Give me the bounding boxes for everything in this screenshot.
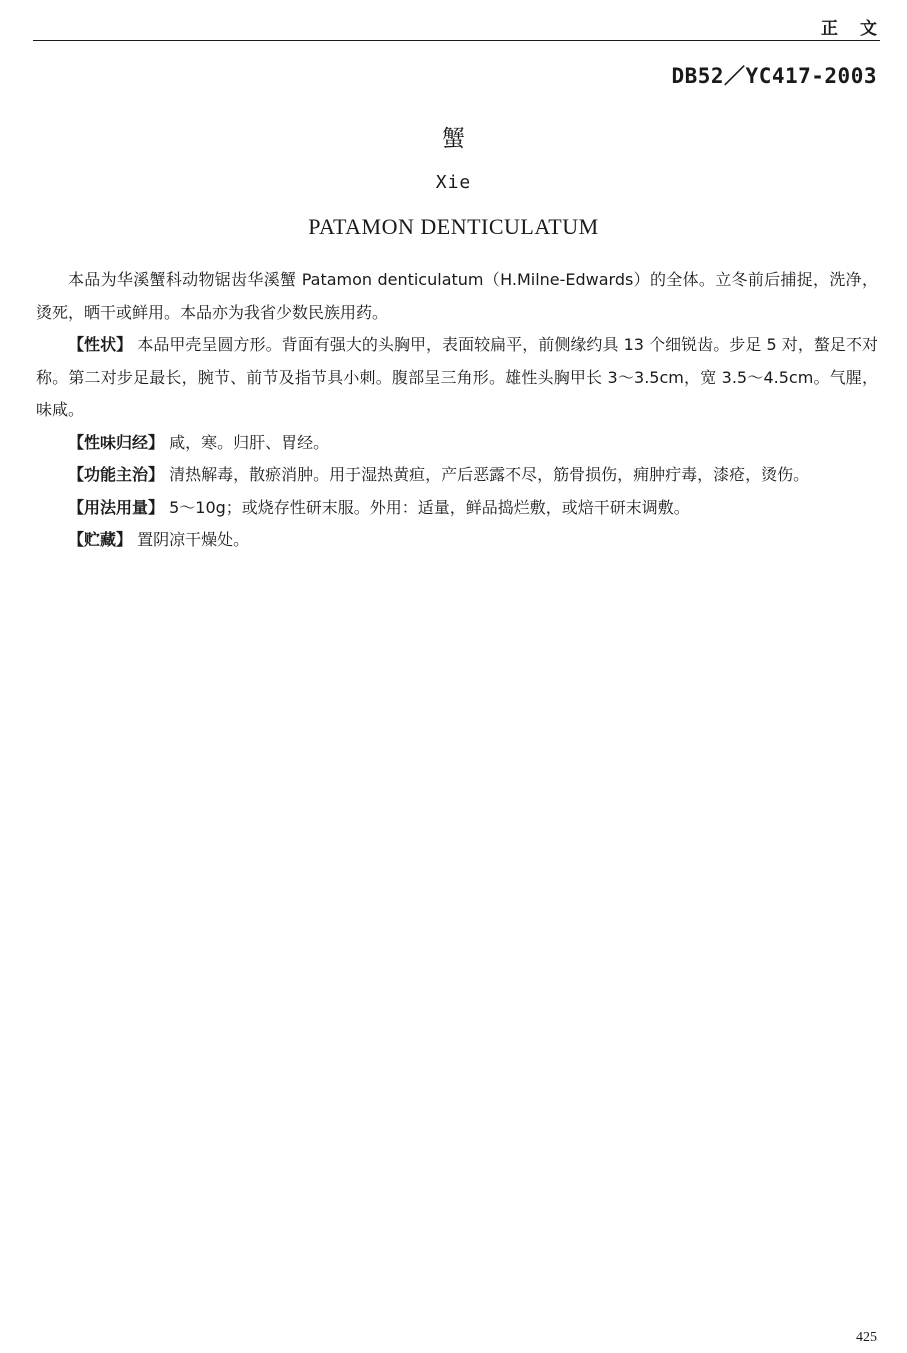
storage-paragraph <box>36 524 878 557</box>
standard-number: DB52／YC417-2003 <box>671 64 877 88</box>
properties-paragraph <box>36 329 878 427</box>
entry-title-pinyin: Xie <box>435 172 472 193</box>
storage-text: 置阴凉干燥处。 <box>137 530 250 549</box>
entry-title-latin: PATAMON DENTICULATUM <box>308 214 599 239</box>
header-rule <box>33 40 880 41</box>
nature-text: 咸，寒。归肝、胃经。 <box>169 432 330 452</box>
usage-label: 【用法用量】 <box>68 497 165 517</box>
source-paragraph: 本品为华溪蟹科动物锯齿华溪蟹 Patamon denticulatum（H.Milne-Edwards）的全体。立冬前后捕捉，洗净，烫死，晒干或鲜用。本品亦为我省少数民族用药。 <box>36 270 878 322</box>
functions-paragraph <box>36 459 878 492</box>
functions-label: 【功能主治】 <box>68 465 165 484</box>
storage-label: 【贮藏】 <box>68 530 133 549</box>
usage-paragraph <box>36 492 878 525</box>
functions-text: 清热解毒，散瘀消肿。用于湿热黄疸，产后恶露不尽，筋骨损伤，痈肿疔毒，漆疮，烫伤。 <box>169 465 810 484</box>
usage-text: 5～10g；或烧存性研末服。外用：适量，鲜品捣烂敷，或焙干研末调敷。 <box>169 497 690 517</box>
nature-paragraph <box>36 427 878 460</box>
page-number: 425 <box>856 1330 877 1345</box>
entry-body <box>36 264 878 557</box>
properties-text: 本品甲壳呈圆方形。背面有强大的头胸甲，表面较扁平，前侧缘约具 13 个细锐齿。步足 5 对，螯足不对称。第二对步足最长，腕节、前节及指节具小刺。腹部呈三角形。雄性头胸甲长 3～3.5cm，宽 3.5～4.5cm。气腥，味咸。 <box>36 335 879 419</box>
properties-label: 【性状】 <box>68 335 133 354</box>
section-label: 正文 <box>821 19 899 39</box>
entry-title-chinese: 蟹 <box>442 126 465 152</box>
nature-label: 【性味归经】 <box>68 432 165 452</box>
